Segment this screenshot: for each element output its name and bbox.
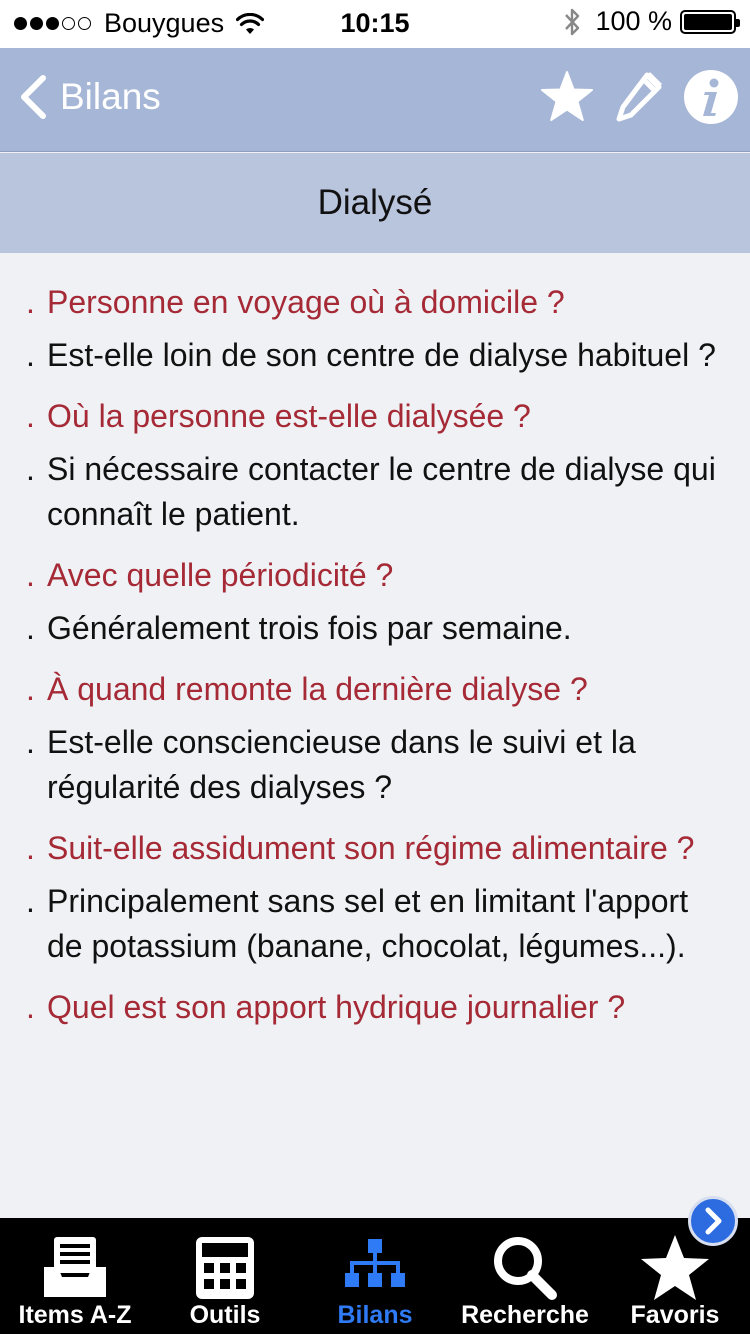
answer-text: . Est-elle consciencieuse dans le suivi et la régularité des dialyses ? [26, 724, 636, 805]
chevron-right-icon [700, 1206, 726, 1236]
status-bar [0, 0, 750, 48]
answer-text: . Si nécessaire contacter le centre de dialyse qui connaît le patient. [26, 451, 716, 532]
question-text: . À quand remonte la dernière dialyse ? [26, 671, 588, 707]
question-text: . Avec quelle périodicité ? [26, 557, 394, 593]
info-button[interactable] [682, 68, 740, 126]
answer-text: . Généralement trois fois par semaine. [26, 610, 572, 646]
list-item [26, 280, 730, 378]
list-item [26, 667, 730, 810]
nav-actions [524, 68, 740, 126]
answer-text: . Est-elle loin de son centre de dialyse habituel ? [26, 337, 716, 373]
tab-bar [0, 1218, 750, 1334]
question-text: . Personne en voyage où à domicile ? [26, 284, 565, 320]
question-text: . Où la personne est-elle dialysée ? [26, 398, 531, 434]
chevron-left-icon [18, 74, 48, 120]
info-icon [683, 69, 739, 125]
tab-label: Recherche [461, 1301, 589, 1329]
back-button[interactable] [18, 74, 161, 120]
tab-label: Items A-Z [18, 1301, 132, 1329]
magnifier-icon [487, 1230, 563, 1306]
status-time: 10:15 [340, 8, 410, 38]
battery-icon [680, 10, 736, 34]
question-text: . Quel est son apport hydrique journalier ? [26, 989, 626, 1025]
star-icon [539, 70, 595, 124]
question-text: . Suit-elle assidument son régime alimentaire ? [26, 830, 695, 866]
calculator-icon [187, 1230, 263, 1306]
tab-label: Bilans [337, 1301, 413, 1329]
tab-outils[interactable] [150, 1218, 300, 1334]
list-item [26, 553, 730, 651]
favorite-button[interactable] [538, 68, 596, 126]
back-button-label: Bilans [60, 76, 161, 117]
list-item [26, 394, 730, 537]
status-right [563, 6, 736, 37]
tab-items-a-z[interactable] [0, 1218, 150, 1334]
tab-recherche[interactable] [450, 1218, 600, 1334]
inbox-tray-icon [37, 1230, 113, 1306]
pencil-icon [613, 69, 665, 125]
tab-label: Favoris [630, 1301, 720, 1329]
edit-button[interactable] [610, 68, 668, 126]
bluetooth-icon [563, 7, 581, 37]
tab-label: Outils [189, 1301, 261, 1329]
answer-text: . Principalement sans sel et en limitant l'apport de potassium (banane, chocolat, légumes...). [26, 883, 689, 964]
scroll-next-button[interactable] [688, 1196, 738, 1246]
tab-bilans[interactable] [300, 1218, 450, 1334]
carrier-name: Bouygues [104, 8, 225, 38]
title-bar [0, 153, 750, 253]
list-item [26, 985, 730, 1030]
battery-percentage: 100 % [595, 6, 672, 36]
navigation-bar [0, 48, 750, 152]
page-title: Dialysé [317, 183, 433, 222]
hierarchy-icon [337, 1230, 413, 1306]
content-list [0, 253, 750, 1218]
list-item [26, 826, 730, 969]
